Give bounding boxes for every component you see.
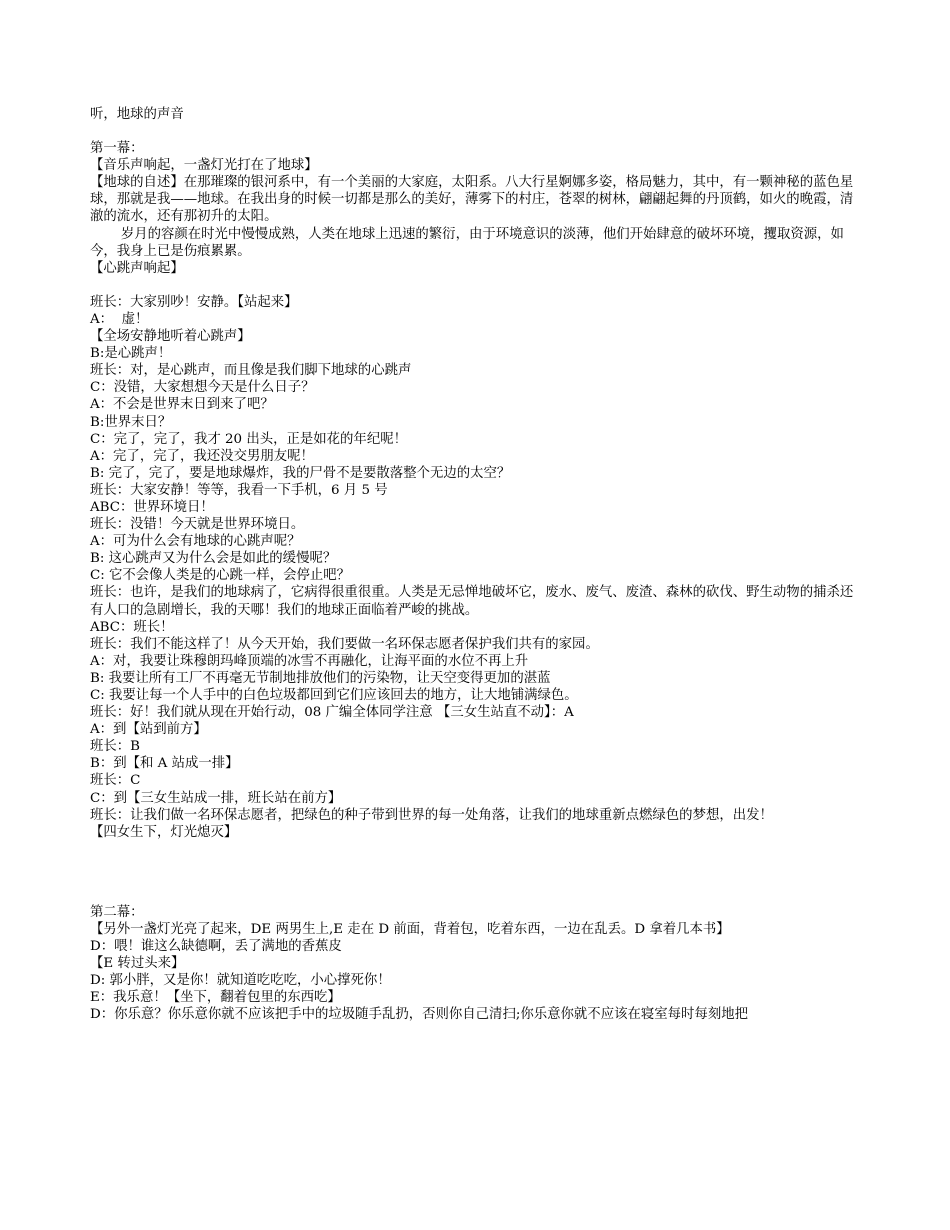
dialogue-line: 班长：我们不能这样了！从今天开始，我们要做一名环保志愿者保护我们共有的家园。 [90,636,599,652]
dialogue-line: A：完了，完了，我还没交男朋友呢！ [90,448,314,464]
dialogue-line: C: 它不会像人类是的心跳一样，会停止吧？ [90,568,351,584]
dialogue-line: 班长：让我们做一名环保志愿者，把绿色的种子带到世界的每一处角落，让我们的地球重新点燃绿色的梦想，出发！ [90,807,773,823]
dialogue-line: 【E 转过头来】 [90,956,185,972]
dialogue-line: A：不会是世界末日到来了吧？ [90,397,274,413]
dialogue-line: B:是心跳声！ [90,346,172,362]
stage-direction: 【音乐声响起，一盏灯光打在了地球】 [90,158,318,174]
dialogue-line: D：喂！谁这么缺德啊，丢了满地的香蕉皮 [90,939,342,955]
document-body [90,106,860,1024]
dialogue-line: 班长：大家别吵！安静。【站起来】 [90,294,298,310]
act2-heading: 第二幕： [90,904,144,920]
narration-paragraph: 岁月的容颜在时光中慢慢成熟，人类在地球上迅速的繁衍，由于环境意识的淡薄，他们开始肆意的破坏环境，攫取资源，如今，我身上已是伤痕累累。 [90,226,844,259]
dialogue-line: ABC：世界环境日！ [90,499,214,515]
dialogue-line: 班长：也许，是我们的地球病了，它病得很重很重。人类是无忌惮地破坏它，废水、废气、废渣、森林的砍伐、野生动物的捕杀还有人口的急剧增长，我的天哪！我们的地球正面临着严峻的挑战。 [90,585,854,618]
act2-dialogue [90,921,860,1024]
dialogue-line: B:世界末日？ [90,414,172,430]
dialogue-line: B：到【和 A 站成一排】 [90,756,239,772]
dialogue-line: A：对，我要让珠穆朗玛峰顶端的冰雪不再融化，让海平面的水位不再上升 [90,653,529,669]
dialogue-line: B: 这心跳声又为什么会是如此的缓慢呢？ [90,551,337,567]
stage-direction: 【心跳声响起】 [90,260,184,276]
spacer [90,123,860,140]
dialogue-line: ABC：班长！ [90,619,174,635]
narration-paragraph: 【地球的自述】在那璀璨的银河系中，有一个美丽的大家庭，太阳系。八大行星婀娜多姿，格局魅力，其中，有一颗神秘的蓝色星球，那就是我——地球。在我出身的时候一切都是那么的美好，薄雾下的村庄，苍翠的树林，翩翩起舞的丹顶鹤，如火的晚霞，清澈的流水，还有那初升的太阳。 [90,175,854,225]
dialogue-line: 班长：C [90,773,141,789]
act1-dialogue [90,294,860,841]
dialogue-line: B: 完了，完了，要是地球爆炸，我的尸骨不是要散落整个无边的太空？ [90,465,511,481]
dialogue-line: 班长：大家安静！等等，我看一下手机，6 月 5 号 [90,482,388,498]
document-title: 听，地球的声音 [90,107,184,122]
dialogue-line: C: 我要让每一个人手中的白色垃圾都回到它们应该回去的地方，让大地铺满绿色。 [90,688,578,703]
dialogue-line: C：没错，大家想想今天是什么日子？ [90,380,315,396]
dialogue-line: A：到【站到前方】 [90,722,207,738]
dialogue-line: D: 郭小胖，又是你！就知道吃吃吃，小心撑死你！ [90,973,391,989]
dialogue-line: 班长：好！我们就从现在开始行动，08 广编全体同学注意 【三女生站直不动】：A [90,705,574,721]
dialogue-line: 班长：对，是心跳声，而且像是我们脚下地球的心跳声 [90,363,412,379]
act1-heading: 第一幕： [90,141,144,157]
dialogue-line: E：我乐意！【坐下，翻着包里的东西吃】 [90,990,341,1006]
dialogue-line: A： 虚！ [90,311,149,327]
dialogue-line: 【全场安静地听着心跳声】 [90,329,251,345]
dialogue-line: 【四女生下，灯光熄灭】 [90,824,238,840]
dialogue-line: 【另外一盏灯光亮了起来，DE 两男生上,E 走在 D 前面，背着包，吃着东西，一边在乱丢。D 拿着几本书】 [90,921,730,937]
spacer [90,841,860,904]
dialogue-line: C：完了，完了，我才 20 出头，正是如花的年纪呢！ [90,431,407,447]
dialogue-line: D：你乐意？你乐意你就不应该把手中的垃圾随手乱扔，否则你自己清扫;你乐意你就不应该在寝室每时每刻地把 [90,1007,748,1023]
dialogue-line: 班长：没错！今天就是世界环境日。 [90,517,305,533]
dialogue-line: B: 我要让所有工厂不再毫无节制地排放他们的污染物，让天空变得更加的湛蓝 [90,670,551,686]
dialogue-line: 班长：B [90,739,141,755]
dialogue-line: C：到【三女生站成一排，班长站在前方】 [90,790,342,806]
dialogue-line: A：可为什么会有地球的心跳声呢？ [90,534,301,550]
spacer [90,277,860,294]
